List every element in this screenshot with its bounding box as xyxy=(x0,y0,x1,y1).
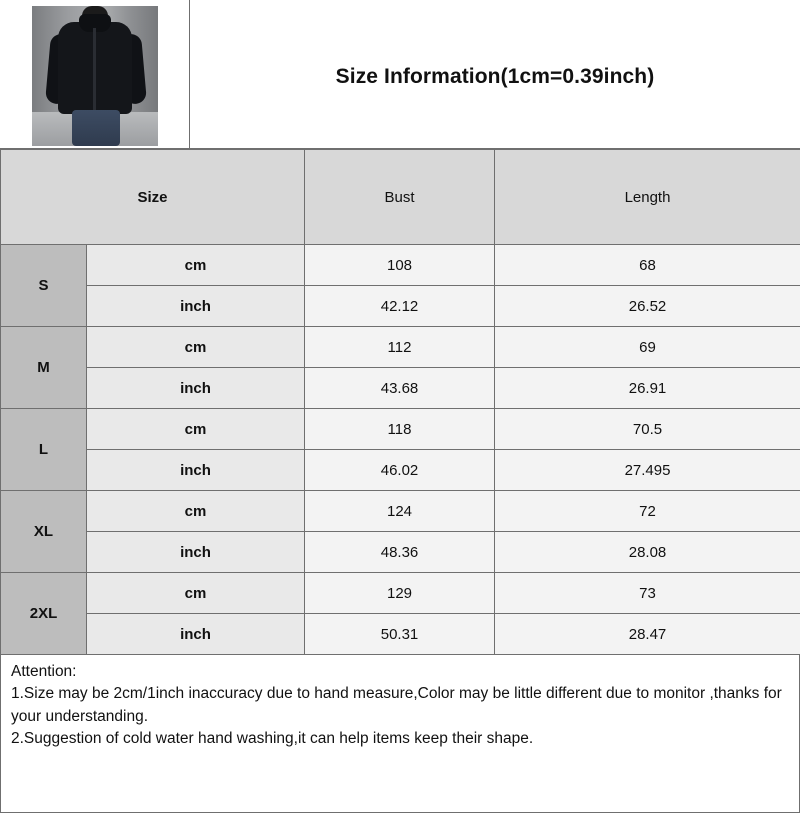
unit-cm: cm xyxy=(87,327,305,368)
size-label-2xl: 2XL xyxy=(1,573,87,655)
unit-inch: inch xyxy=(87,368,305,409)
product-image-cell xyxy=(0,0,190,148)
unit-cm: cm xyxy=(87,409,305,450)
bust-value-cm: 118 xyxy=(305,409,495,450)
header-row xyxy=(0,0,800,149)
length-value-cm: 70.5 xyxy=(495,409,800,450)
bust-value-cm: 108 xyxy=(305,245,495,286)
table-row xyxy=(1,573,800,614)
attention-note-2: 2.Suggestion of cold water hand washing,it can help items keep their shape. xyxy=(11,728,791,750)
length-value-inch: 26.91 xyxy=(495,368,800,409)
page-title: Size Information(1cm=0.39inch) xyxy=(336,65,655,89)
unit-cm: cm xyxy=(87,573,305,614)
bust-value-inch: 50.31 xyxy=(305,614,495,655)
length-value-cm: 69 xyxy=(495,327,800,368)
table-row xyxy=(1,327,800,368)
bust-value-inch: 46.02 xyxy=(305,450,495,491)
blouse-placket xyxy=(93,28,96,112)
bust-value-inch: 42.12 xyxy=(305,286,495,327)
unit-inch: inch xyxy=(87,614,305,655)
table-row xyxy=(1,450,800,491)
header-size: Size xyxy=(1,150,305,245)
bust-value-cm: 112 xyxy=(305,327,495,368)
attention-note-1: 1.Size may be 2cm/1inch inaccuracy due to hand measure,Color may be little different due to monitor ,thanks for your understanding. xyxy=(11,683,791,728)
bust-value-cm: 129 xyxy=(305,573,495,614)
bust-value-inch: 43.68 xyxy=(305,368,495,409)
attention-block xyxy=(0,655,800,813)
size-label-s: S xyxy=(1,245,87,327)
table-header-row xyxy=(1,150,800,245)
length-value-inch: 28.47 xyxy=(495,614,800,655)
bust-value-cm: 124 xyxy=(305,491,495,532)
model-jeans xyxy=(72,110,120,146)
length-value-inch: 28.08 xyxy=(495,532,800,573)
table-row xyxy=(1,286,800,327)
header-length: Length xyxy=(495,150,800,245)
unit-inch: inch xyxy=(87,532,305,573)
bust-value-inch: 48.36 xyxy=(305,532,495,573)
length-value-cm: 68 xyxy=(495,245,800,286)
size-label-m: M xyxy=(1,327,87,409)
title-cell xyxy=(190,0,800,148)
table-row xyxy=(1,409,800,450)
length-value-cm: 72 xyxy=(495,491,800,532)
length-value-inch: 27.495 xyxy=(495,450,800,491)
table-row xyxy=(1,245,800,286)
unit-cm: cm xyxy=(87,491,305,532)
unit-cm: cm xyxy=(87,245,305,286)
header-bust: Bust xyxy=(305,150,495,245)
table-row xyxy=(1,532,800,573)
attention-heading: Attention: xyxy=(11,661,791,683)
length-value-cm: 73 xyxy=(495,573,800,614)
size-label-l: L xyxy=(1,409,87,491)
table-row xyxy=(1,368,800,409)
product-photo xyxy=(32,6,158,146)
length-value-inch: 26.52 xyxy=(495,286,800,327)
unit-inch: inch xyxy=(87,450,305,491)
size-label-xl: XL xyxy=(1,491,87,573)
table-row xyxy=(1,614,800,655)
unit-inch: inch xyxy=(87,286,305,327)
size-table xyxy=(0,149,800,655)
table-row xyxy=(1,491,800,532)
